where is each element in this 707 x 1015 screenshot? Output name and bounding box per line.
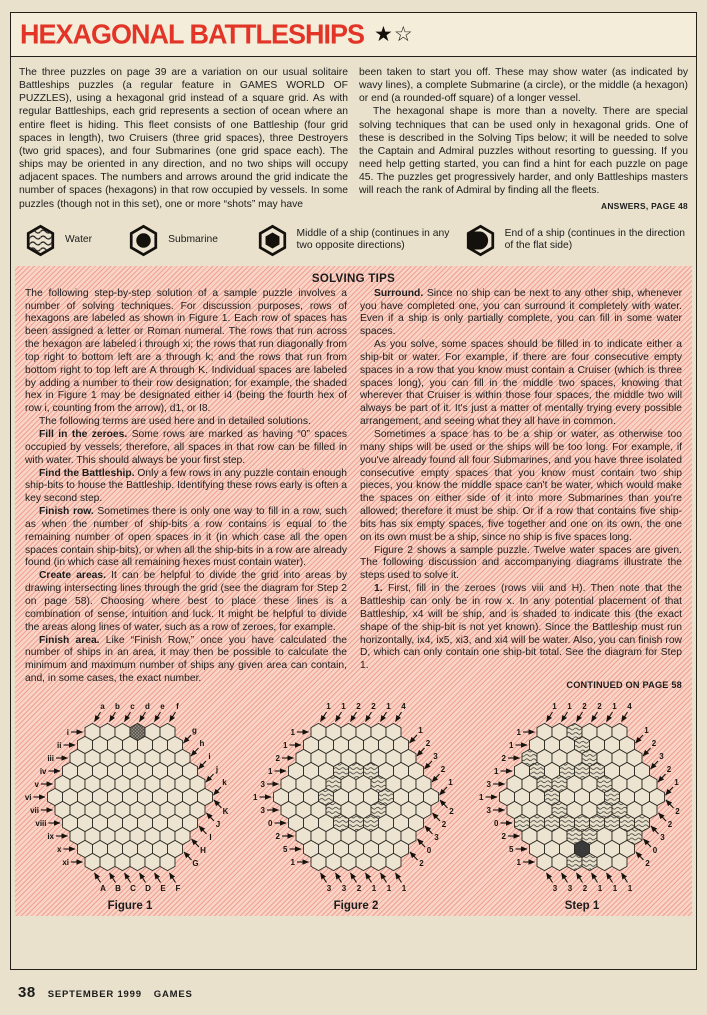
clue-arrow-icon bbox=[170, 712, 176, 722]
grid-clue-label: 1 bbox=[516, 857, 521, 867]
hex-cell bbox=[341, 853, 356, 870]
clue-arrow-icon bbox=[636, 735, 644, 743]
grid-clue-label: 5 bbox=[509, 844, 514, 854]
clue-arrow-icon bbox=[592, 873, 598, 883]
grid-clue-label: 2 bbox=[501, 831, 506, 841]
clue-arrow-icon bbox=[651, 826, 659, 834]
intro-paragraph: The hexagonal shape is more than a novelty. There are special solving techniques that can be used only in hexagonal grids. One of these is described in the Solving Tips below; it will be needed to solve the Captain and Admiral puzzles without resorting to guessing. If you need help getting started, you can find a hint for each puzzle on page 45. The puzzles get progressively harder, and only Battleships masters will reach the rank of Admiral by finding all the fleets. ANSWERS, PAGE 48 bbox=[359, 105, 688, 197]
page-title: HEXAGONAL BATTLESHIPS bbox=[20, 18, 365, 50]
grid-clue-label: 1 bbox=[552, 701, 557, 711]
tip-paragraph: Finish row. Sometimes there is only one way to fill in a row, such as when the number of ship-bits a row contains is equal to the remaining number of open spaces in it (in which case all the open spaces contain ship-bits), or when all the ship-bits in a row are already found (in which case all remaining hexes must contain water). bbox=[25, 506, 347, 569]
grid-clue-label: 1 bbox=[479, 792, 484, 802]
hex-cell bbox=[326, 853, 341, 870]
clue-arrow-icon bbox=[191, 748, 199, 756]
grid-clue-label: 1 bbox=[290, 857, 295, 867]
grid-clue-label: c bbox=[130, 701, 135, 711]
page-frame bbox=[10, 12, 697, 970]
grid-clue-label: 1 bbox=[253, 792, 258, 802]
hex-cell bbox=[356, 853, 371, 870]
grid-clue-label: E bbox=[160, 883, 166, 893]
submarine-hex-icon bbox=[128, 223, 159, 258]
header-bar bbox=[11, 13, 696, 57]
clue-arrow-icon bbox=[410, 852, 418, 860]
hex-cell bbox=[115, 853, 130, 870]
grid-clue-label: 2 bbox=[356, 701, 361, 711]
grid-clue-label: 3 bbox=[326, 883, 332, 893]
figures-row bbox=[15, 692, 692, 912]
grid-clue-label: 2 bbox=[449, 806, 454, 816]
grid-clue-label: 3 bbox=[433, 751, 438, 761]
grid-clue-label: J bbox=[215, 819, 221, 829]
grid-clue-label: 2 bbox=[582, 701, 587, 711]
hex-cell bbox=[612, 853, 627, 870]
grid-clue-label: 3 bbox=[341, 883, 347, 893]
continued-note: CONTINUED ON PAGE 58 bbox=[566, 680, 682, 691]
clue-arrow-icon bbox=[433, 813, 441, 821]
clue-arrow-icon bbox=[622, 712, 628, 722]
grid-clue-label: 1 bbox=[418, 725, 423, 735]
grid-clue-label: D bbox=[145, 883, 151, 893]
clue-arrow-icon bbox=[192, 839, 200, 847]
clue-arrow-icon bbox=[110, 712, 116, 722]
grid-clue-label: K bbox=[222, 806, 229, 816]
tip-paragraph: 1. First, fill in the zeroes (rows viii and H). Then note that the Battleship can only be in row x. In any potential placement of that Battleship, x4 will be ship, and is shaded to indicate this (the exact shape of the ship-bit is not yet known). Since the Battleship must run horizontally, ix4, ix5, xi3, and xi4 will be water. Also, you can finish row D, which can only contain one ship-bit total. See the diagram for Step 1. bbox=[360, 583, 682, 672]
grid-clue-label: 3 bbox=[567, 883, 573, 893]
grid-clue-label: 2 bbox=[425, 738, 431, 748]
grid-clue-label: 1 bbox=[268, 766, 273, 776]
clue-arrow-icon bbox=[607, 712, 613, 722]
hex-cell bbox=[582, 853, 597, 870]
hex-cell bbox=[145, 853, 160, 870]
clue-arrow-icon bbox=[577, 873, 583, 883]
legend-item-ship-end bbox=[465, 223, 690, 258]
grid-clue-label: 3 bbox=[260, 779, 265, 789]
clue-arrow-icon bbox=[336, 873, 342, 883]
grid-clue-label: 2 bbox=[501, 753, 506, 763]
page-number: 38 bbox=[18, 984, 36, 1001]
hex-cell bbox=[160, 853, 175, 870]
clue-arrow-icon bbox=[547, 712, 553, 722]
hex-cell bbox=[85, 853, 100, 870]
answers-note: ANSWERS, PAGE 48 bbox=[600, 200, 688, 211]
ship-middle-hex-icon bbox=[257, 223, 288, 258]
grid-clue-label: iv bbox=[39, 766, 47, 776]
hex-cell bbox=[537, 853, 552, 870]
grid-clue-label: 1 bbox=[386, 883, 392, 893]
grid-clue-label: vi bbox=[24, 792, 32, 802]
clue-arrow-icon bbox=[336, 712, 342, 722]
grid-clue-label: 0 bbox=[652, 845, 658, 855]
tip-paragraph: Finish area. Like “Finish Row,” once you have calculated the number of ships in an area, it may then be possible to calculate the minimum and maximum number of ships any given area can contain, and, in some cases, the exact number. bbox=[25, 634, 347, 685]
grid-clue-label: 3 bbox=[659, 751, 664, 761]
clue-arrow-icon bbox=[184, 735, 192, 743]
grid-clue-label: 2 bbox=[441, 819, 447, 829]
grid-clue-label: 1 bbox=[597, 883, 603, 893]
grid-clue-label: 0 bbox=[494, 818, 499, 828]
grid-clue-label: 2 bbox=[582, 883, 588, 893]
page-footer bbox=[18, 984, 193, 1001]
clue-arrow-icon bbox=[659, 813, 667, 821]
grid-clue-label: 2 bbox=[419, 858, 424, 868]
grid-clue-label: 3 bbox=[486, 779, 491, 789]
grid-clue-label: 1 bbox=[644, 725, 649, 735]
grid-clue-label: 2 bbox=[675, 806, 680, 816]
clue-arrow-icon bbox=[410, 735, 418, 743]
grid-clue-label: 2 bbox=[356, 883, 362, 893]
grid-clue-label: 1 bbox=[401, 883, 407, 893]
solving-tips-box bbox=[15, 266, 692, 916]
clue-arrow-icon bbox=[199, 761, 207, 769]
legend-row bbox=[11, 219, 696, 266]
clue-arrow-icon bbox=[417, 748, 425, 756]
clue-arrow-icon bbox=[214, 800, 222, 808]
figure-caption: Figure 2 bbox=[333, 899, 379, 912]
grid-clue-label: H bbox=[200, 845, 206, 855]
grid-clue-label: x bbox=[57, 844, 62, 854]
legend-item-ship-middle bbox=[257, 223, 459, 258]
clue-arrow-icon bbox=[562, 712, 568, 722]
difficulty-stars-icon: ★☆ bbox=[374, 23, 414, 46]
clue-arrow-icon bbox=[592, 712, 598, 722]
grid-clue-label: 1 bbox=[326, 701, 331, 711]
intro-paragraph: The three puzzles on page 39 are a variation on our usual solitaire Battleships puzzles (a regular feature in GAMES WORLD OF PUZZLES), using a hexagonal grid instead of a square grid. As with regular Battleships, each grid represents a section of ocean where an entire fleet is hiding. This fleet consists of one Battleship (four grid spaces in length), two Cruisers (three grid spaces), three Destroyers (two grid spaces), and four Submarines (one grid space each). The ships may be oriented in any direction, and no two ships will occupy adjacent spaces. The numbers and arrows around the grid indicate the number of spaces (hexagons) in that row occupied by vessels. In some puzzles (though not in this set), one or more “shots” may have bbox=[19, 67, 348, 210]
grid-clue-label: 1 bbox=[290, 727, 295, 737]
clue-arrow-icon bbox=[95, 712, 101, 722]
grid-clue-label: 1 bbox=[509, 740, 514, 750]
grid-clue-label: viii bbox=[35, 818, 47, 828]
clue-arrow-icon bbox=[425, 761, 433, 769]
clue-arrow-icon bbox=[396, 873, 402, 883]
grid-clue-label: 3 bbox=[552, 883, 558, 893]
clue-arrow-icon bbox=[547, 873, 553, 883]
legend-label: Water bbox=[65, 234, 93, 246]
hex-cell bbox=[567, 853, 582, 870]
grid-clue-label: A bbox=[100, 883, 106, 893]
hex-cell bbox=[311, 853, 326, 870]
grid-clue-label: 1 bbox=[386, 701, 391, 711]
grid-clue-label: 1 bbox=[448, 777, 453, 787]
tip-paragraph: The following step-by-step solution of a sample puzzle involves a number of solving techniques. For discussion purposes, rows of hexagons are labeled as shown in Figure 1. Each row of spaces has been assigned a letter or Roman numeral. The rows that run across the hexagon are labeled i through xi; the rows that run diagonally from top right to bottom left are a through k; and the rows that run from bottom right to top left are A through K. Individual spaces are labeled by adding a number to their row designation; for example, the shaded hex in Figure 1 may be designated either i4 (being the fourth hex of row i, counting from the arrow), d1, or I8. bbox=[25, 287, 347, 415]
grid-clue-label: B bbox=[115, 883, 121, 893]
tip-paragraph: Find the Battleship. Only a few rows in any puzzle contain enough ship-bits to house the Battleship. Identifying these rows early is often a key second step. bbox=[25, 467, 347, 505]
hex-cell bbox=[130, 853, 145, 870]
clue-arrow-icon bbox=[184, 852, 192, 860]
grid-clue-label: 1 bbox=[612, 883, 618, 893]
grid-clue-label: f bbox=[176, 701, 179, 711]
grid-clue-label: 0 bbox=[426, 845, 432, 855]
grid-clue-label: F bbox=[175, 883, 181, 893]
grid-clue-label: 3 bbox=[260, 805, 265, 815]
legend-item-water bbox=[25, 223, 122, 258]
grid-clue-label: 1 bbox=[494, 766, 499, 776]
grid-clue-label: ii bbox=[57, 740, 62, 750]
clue-arrow-icon bbox=[644, 839, 652, 847]
clue-arrow-icon bbox=[366, 712, 372, 722]
legend-label: Submarine bbox=[168, 234, 218, 246]
clue-arrow-icon bbox=[140, 712, 146, 722]
grid-clue-label: 1 bbox=[567, 701, 572, 711]
grid-clue-label: j bbox=[215, 764, 219, 774]
grid-clue-label: a bbox=[100, 701, 105, 711]
hex-cell bbox=[597, 853, 612, 870]
clue-arrow-icon bbox=[577, 712, 583, 722]
solving-tips-columns bbox=[15, 288, 692, 692]
step-1-diagram bbox=[469, 696, 695, 912]
clue-arrow-icon bbox=[636, 852, 644, 860]
grid-clue-label: 2 bbox=[645, 858, 650, 868]
grid-clue-label: 0 bbox=[268, 818, 273, 828]
grid-clue-label: 2 bbox=[667, 819, 673, 829]
hex-grid-figure bbox=[243, 696, 469, 894]
grid-clue-label: 2 bbox=[275, 831, 280, 841]
clue-arrow-icon bbox=[214, 787, 222, 795]
grid-clue-label: 4 bbox=[627, 701, 632, 711]
legend-label: End of a ship (continues in the direction of the flat side) bbox=[504, 228, 685, 252]
clue-arrow-icon bbox=[425, 826, 433, 834]
clue-arrow-icon bbox=[207, 813, 215, 821]
clue-arrow-icon bbox=[170, 873, 176, 883]
grid-clue-label: I bbox=[209, 832, 212, 842]
clue-arrow-icon bbox=[95, 873, 101, 883]
hex-cell bbox=[100, 853, 115, 870]
issue-date: SEPTEMBER 1999 bbox=[47, 989, 142, 1000]
clue-arrow-icon bbox=[155, 712, 161, 722]
clue-arrow-icon bbox=[432, 774, 440, 782]
hex-grid-figure bbox=[17, 696, 243, 894]
clue-arrow-icon bbox=[651, 761, 659, 769]
tip-paragraph: Fill in the zeroes. Some rows are marked as having “0” spaces occupied by vessels; therefore, all spaces in that row can be filled in with water. This should always be your first step. bbox=[25, 429, 347, 466]
figure-2-diagram bbox=[243, 696, 469, 912]
clue-arrow-icon bbox=[418, 839, 426, 847]
grid-clue-label: 1 bbox=[516, 727, 521, 737]
clue-arrow-icon bbox=[658, 774, 666, 782]
clue-arrow-icon bbox=[125, 712, 131, 722]
clue-arrow-icon bbox=[666, 787, 674, 795]
grid-clue-label: i bbox=[66, 727, 69, 737]
grid-clue-label: 3 bbox=[486, 805, 491, 815]
figure-1-diagram bbox=[17, 696, 243, 912]
grid-clue-label: vii bbox=[30, 805, 39, 815]
tip-paragraph: Figure 2 shows a sample puzzle. Twelve water spaces are given. The following discussion and accompanying diagrams illustrate the steps used to solve it. bbox=[360, 544, 682, 582]
grid-clue-label: C bbox=[130, 883, 136, 893]
intro-column-right bbox=[359, 66, 688, 213]
grid-clue-label: e bbox=[160, 701, 165, 711]
clue-arrow-icon bbox=[140, 873, 146, 883]
clue-arrow-icon bbox=[110, 873, 116, 883]
grid-clue-label: 1 bbox=[627, 883, 633, 893]
grid-clue-label: G bbox=[192, 858, 199, 868]
grid-clue-label: 2 bbox=[597, 701, 602, 711]
clue-arrow-icon bbox=[321, 873, 327, 883]
grid-clue-label: 1 bbox=[283, 740, 288, 750]
clue-arrow-icon bbox=[381, 873, 387, 883]
intro-column-left bbox=[19, 66, 348, 213]
grid-clue-label: d bbox=[145, 701, 150, 711]
clue-arrow-icon bbox=[607, 873, 613, 883]
tip-paragraph: Create areas. It can be helpful to divide the grid into areas by drawing intersecting lines through the grid (see the diagram for Step 2 on page 58). Choosing where best to place these lines is a combination of sense, intuition and luck. It might be helpful to divide the areas along lines of water, such as a row of zeroes, for example. bbox=[25, 570, 347, 633]
hex-cell bbox=[552, 853, 567, 870]
clue-arrow-icon bbox=[643, 748, 651, 756]
grid-clue-label: b bbox=[115, 701, 120, 711]
clue-arrow-icon bbox=[321, 712, 327, 722]
grid-clue-label: 1 bbox=[674, 777, 679, 787]
intro-section bbox=[11, 57, 696, 219]
grid-clue-label: i bbox=[208, 751, 211, 761]
grid-clue-label: 1 bbox=[371, 883, 377, 893]
clue-arrow-icon bbox=[440, 787, 448, 795]
tips-column-left bbox=[25, 288, 347, 692]
grid-clue-label: 5 bbox=[283, 844, 288, 854]
grid-clue-label: iii bbox=[47, 753, 54, 763]
grid-clue-label: 3 bbox=[660, 832, 665, 842]
grid-clue-label: 2 bbox=[275, 753, 280, 763]
clue-arrow-icon bbox=[351, 873, 357, 883]
grid-clue-label: 1 bbox=[612, 701, 617, 711]
grid-clue-label: 1 bbox=[341, 701, 346, 711]
grid-clue-label: k bbox=[222, 777, 227, 787]
clue-arrow-icon bbox=[206, 774, 214, 782]
grid-clue-label: v bbox=[34, 779, 39, 789]
hex-cell bbox=[371, 853, 386, 870]
grid-clue-label: 2 bbox=[651, 738, 657, 748]
tips-column-right bbox=[360, 288, 682, 692]
clue-arrow-icon bbox=[622, 873, 628, 883]
tip-paragraph: As you solve, some spaces should be filled in to indicate either a ship-bit or water. For example, if there are four consecutive empty spaces in a row that you know must contain a Cruiser (which is three spaces long), you can fill in the middle two spaces, knowing that wherever that Cruiser is within those four spaces, the middle two will always be part of it. It's just a matter of mentally trying every possible arrangement, and seeing what they all have in common. bbox=[360, 339, 682, 428]
clue-arrow-icon bbox=[666, 800, 674, 808]
clue-arrow-icon bbox=[155, 873, 161, 883]
figure-caption: Step 1 bbox=[564, 899, 600, 912]
solving-tips-title: SOLVING TIPS bbox=[311, 272, 396, 285]
grid-clue-label: xi bbox=[62, 857, 69, 867]
grid-clue-label: 3 bbox=[434, 832, 439, 842]
clue-arrow-icon bbox=[440, 800, 448, 808]
hex-cell bbox=[386, 853, 401, 870]
clue-arrow-icon bbox=[125, 873, 131, 883]
tip-paragraph: Surround. Since no ship can be next to any other ship, whenever you have completed one, you can surround it completely with water. Even if a ship is only partially complete, you can fill in some water spaces. bbox=[360, 287, 682, 338]
tip-paragraph: Sometimes a space has to be a ship or water, as otherwise too many ships will be used or the ships will be too long. For example, if you've already found all four Submarines, and you have three isolated consecutive empty spaces that you know must contain two ship pieces, you know the middle space can't be water, which would make the spaces on either side of it into more Submarines than you're allowed; therefore it must be ship. Or if a row that contains five ship-bits has six empty spaces, five together and one on its own, the one on its own must be a ship, since no ship is five spaces long. bbox=[360, 429, 682, 543]
water-hex-icon bbox=[25, 223, 56, 258]
intro-paragraph: been taken to start you off. These may show water (as indicated by wavy lines), a complete Submarine (a circle), or the middle (a hexagon) or end (a rounded-off square) of a longer vessel. bbox=[359, 67, 688, 105]
tip-paragraph: The following terms are used here and in detailed solutions. bbox=[39, 416, 311, 428]
legend-label: Middle of a ship (continues in any two opposite directions) bbox=[296, 228, 450, 252]
legend-item-submarine bbox=[128, 223, 250, 258]
grid-clue-label: 2 bbox=[440, 764, 446, 774]
hex-grid-figure bbox=[469, 696, 695, 894]
clue-arrow-icon bbox=[351, 712, 357, 722]
figure-caption: Figure 1 bbox=[107, 899, 153, 912]
clue-arrow-icon bbox=[396, 712, 402, 722]
clue-arrow-icon bbox=[199, 826, 207, 834]
grid-clue-label: 2 bbox=[371, 701, 376, 711]
grid-clue-label: 4 bbox=[401, 701, 406, 711]
grid-clue-label: 2 bbox=[666, 764, 672, 774]
grid-clue-label: g bbox=[192, 725, 197, 735]
ship-end-hex-icon bbox=[465, 223, 496, 258]
grid-clue-label: h bbox=[199, 738, 205, 748]
clue-arrow-icon bbox=[366, 873, 372, 883]
clue-arrow-icon bbox=[381, 712, 387, 722]
magazine-name: GAMES bbox=[153, 989, 193, 1000]
grid-clue-label: ix bbox=[47, 831, 54, 841]
clue-arrow-icon bbox=[562, 873, 568, 883]
